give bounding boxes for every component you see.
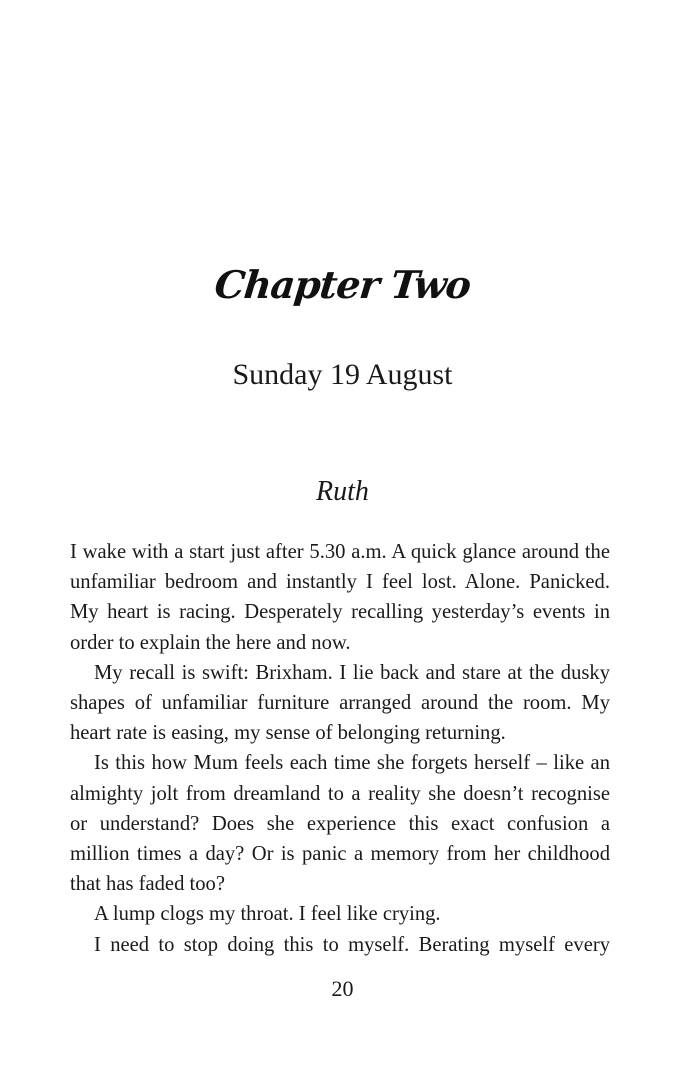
paragraph: Is this how Mum feels each time she forgets herself – like an almighty jolt from dreamland to a reality she doesn’t recognise or understand? Does she experience this exact confusion a million times a day? Or is panic a memory from her childhood that has faded too? [70, 752, 610, 896]
page-number: 20 [331, 976, 354, 1001]
paragraph: A lump clogs my throat. I feel like crying. [94, 903, 441, 926]
narrator-heading: Ruth [316, 476, 369, 507]
chapter-date: Sunday 19 August [232, 358, 453, 391]
paragraph: My recall is swift: Brixham. I lie back and stare at the dusky shapes of unfamiliar furniture arranged around the room. My heart rate is easing, my sense of belonging returning. [70, 661, 610, 745]
chapter-title: Chapter Two [212, 262, 473, 307]
paragraph: I need to stop doing this to myself. Berating myself every [94, 933, 610, 956]
body-text [70, 537, 610, 960]
paragraph: I wake with a start just after 5.30 a.m. A quick glance around the unfamiliar bedroom and instantly I feel lost. Alone. Panicked. My heart is racing. Desperately recalling yesterday’s events in order to explain the here and now. [70, 541, 610, 654]
